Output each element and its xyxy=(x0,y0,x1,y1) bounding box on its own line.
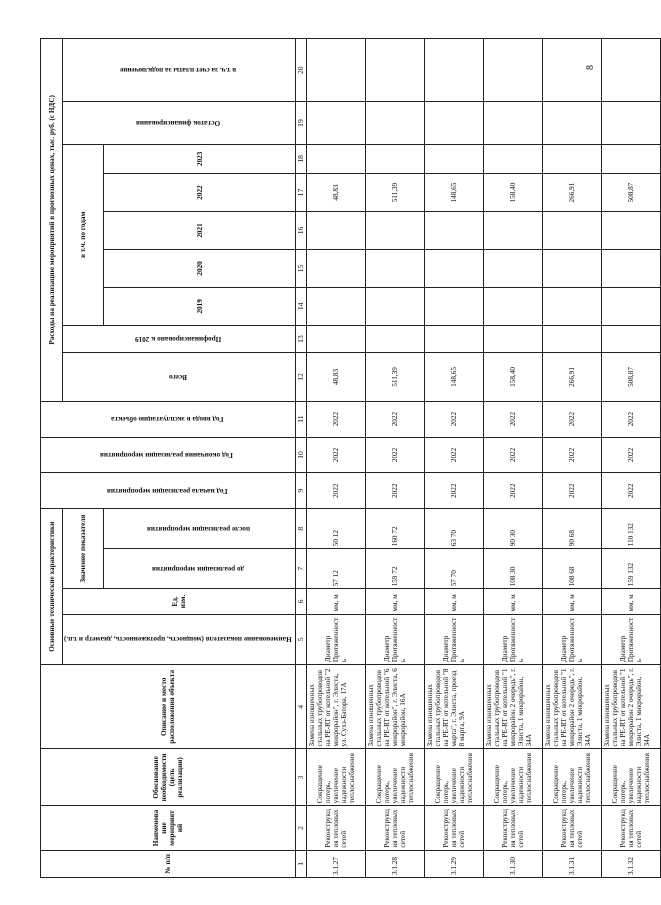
row-before: 57 12 xyxy=(306,549,365,589)
row-before: 108 30 xyxy=(483,549,542,589)
row-financed xyxy=(601,325,660,352)
row-num: 3.1.32 xyxy=(601,850,660,877)
row-justification: Сокращение потерь, увеличение надежности теплоснабжения xyxy=(365,749,424,806)
row-2022: 48,83 xyxy=(306,174,365,212)
row-param: Диаметр Протяженность xyxy=(424,614,483,665)
row-after: 50 12 xyxy=(306,509,365,549)
row-2020 xyxy=(601,249,660,287)
row-2020 xyxy=(542,249,601,287)
col-number: 18 xyxy=(295,144,306,174)
col-number: 11 xyxy=(295,401,306,437)
row-description: Замена изношенных стальных трубопроводов на PE-RT от котельной "2 микрорайон", г. Элиста, ул. Сухэ-Батора, 17А xyxy=(306,665,365,749)
row-remaining xyxy=(365,102,424,144)
row-total: 48,83 xyxy=(306,353,365,401)
header-tech-group: Основные технические характеристики xyxy=(41,509,63,665)
row-start-year: 2022 xyxy=(483,473,542,509)
table-row xyxy=(601,39,660,878)
row-end-year: 2022 xyxy=(601,437,660,473)
row-before: 159 132 xyxy=(601,549,660,589)
row-unit: мм, м xyxy=(601,589,660,614)
col-number: 13 xyxy=(295,325,306,352)
col-number: 1 xyxy=(295,850,306,877)
row-description: Замена изношенных стальных трубопроводов на PE-RT от котельной "1 микрорайон 2 очередь", г. Элиста, 1 микрорайон, 34А xyxy=(601,665,660,749)
header-end-year-cell xyxy=(41,437,296,473)
row-justification: Сокращение потерь, увеличение надежности теплоснабжения xyxy=(306,749,365,806)
row-2023 xyxy=(601,144,660,174)
rotated-page xyxy=(40,38,651,878)
header-param-name-cell xyxy=(63,614,296,665)
row-after: 90 30 xyxy=(483,509,542,549)
row-financed xyxy=(424,325,483,352)
row-name: Реконструкция тепловых сетей xyxy=(365,806,424,850)
header-num: № п/п xyxy=(41,850,296,877)
row-end-year: 2022 xyxy=(424,437,483,473)
row-after: 90 68 xyxy=(542,509,601,549)
row-2022: 148,65 xyxy=(424,174,483,212)
row-2021 xyxy=(424,212,483,250)
row-start-year: 2022 xyxy=(601,473,660,509)
col-number: 6 xyxy=(295,589,306,614)
row-incl-fee xyxy=(424,39,483,102)
table-row xyxy=(306,39,365,878)
row-remaining xyxy=(483,102,542,144)
row-unit: мм, м xyxy=(483,589,542,614)
col-number: 4 xyxy=(295,665,306,749)
row-2022: 511,39 xyxy=(365,174,424,212)
row-2021 xyxy=(483,212,542,250)
col-number: 10 xyxy=(295,437,306,473)
header-after: после реализации мероприятия xyxy=(147,524,251,533)
col-number: 2 xyxy=(295,806,306,850)
row-description: Замена изношенных стальных трубопроводов на PE-RT от котельной "8 марта", г. Элиста, проезд 8 марта, 9А xyxy=(424,665,483,749)
header-year-2019: 2019 xyxy=(104,287,295,325)
row-remaining xyxy=(542,102,601,144)
header-name: Наименование мероприятий xyxy=(41,806,296,850)
row-2022: 158,40 xyxy=(483,174,542,212)
row-unit: мм, м xyxy=(542,589,601,614)
row-2023 xyxy=(365,144,424,174)
header-remaining: Остаток финансирования xyxy=(135,119,220,128)
row-description: Замена изношенных стальных трубопроводов на PE-RT от котельной "6 микрорайон", г. Элиста, 6 микрорайон, 16А xyxy=(365,665,424,749)
row-total: 508,87 xyxy=(601,353,660,401)
row-name: Реконструкция тепловых сетей xyxy=(306,806,365,850)
row-financed xyxy=(542,325,601,352)
row-commission-year: 2022 xyxy=(483,401,542,437)
row-2019 xyxy=(424,287,483,325)
header-incl-fee: в т.ч. за счет платы за подключение xyxy=(119,66,236,75)
row-name: Реконструкция тепловых сетей xyxy=(424,806,483,850)
row-param: Диаметр Протяженность xyxy=(601,614,660,665)
row-before: 159 72 xyxy=(365,549,424,589)
row-name: Реконструкция тепловых сетей xyxy=(601,806,660,850)
col-number: 14 xyxy=(295,287,306,325)
header-before: до реализации мероприятия xyxy=(152,564,245,573)
row-justification: Сокращение потерь, увеличение надежности теплоснабжения xyxy=(483,749,542,806)
header-financed-cell xyxy=(63,325,296,352)
row-2023 xyxy=(306,144,365,174)
col-number: 17 xyxy=(295,174,306,212)
header-value-group: Значение показателя xyxy=(63,509,104,589)
row-total: 148,65 xyxy=(424,353,483,401)
row-2021 xyxy=(601,212,660,250)
row-financed xyxy=(365,325,424,352)
row-incl-fee xyxy=(601,39,660,102)
row-2021 xyxy=(542,212,601,250)
row-total: 266,91 xyxy=(542,353,601,401)
header-after-cell xyxy=(104,509,295,549)
header-end-year: Год окончания реализации мероприятия xyxy=(100,450,234,459)
row-unit: мм, м xyxy=(365,589,424,614)
measures-table xyxy=(40,38,661,878)
header-param-name: Наименование показателя (мощность, протяженность, диаметр и т.п.) xyxy=(64,635,292,644)
header-by-years: в т.ч. по годам xyxy=(63,144,104,325)
row-start-year: 2022 xyxy=(365,473,424,509)
row-end-year: 2022 xyxy=(306,437,365,473)
row-after: 110 132 xyxy=(601,509,660,549)
header-commission-year-cell xyxy=(41,401,296,437)
row-end-year: 2022 xyxy=(542,437,601,473)
row-name: Реконструкция тепловых сетей xyxy=(542,806,601,850)
row-commission-year: 2022 xyxy=(365,401,424,437)
row-param: Диаметр Протяженность xyxy=(306,614,365,665)
col-number: 9 xyxy=(295,473,306,509)
row-end-year: 2022 xyxy=(483,437,542,473)
row-unit: мм, м xyxy=(424,589,483,614)
header-commission-year: Год ввода в эксплуатацию объекта xyxy=(110,415,224,424)
header-start-year-cell xyxy=(41,473,296,509)
row-commission-year: 2022 xyxy=(542,401,601,437)
row-total: 511,39 xyxy=(365,353,424,401)
row-start-year: 2022 xyxy=(424,473,483,509)
row-2023 xyxy=(542,144,601,174)
row-num: 3.1.29 xyxy=(424,850,483,877)
row-2023 xyxy=(424,144,483,174)
table-row xyxy=(483,39,542,878)
row-incl-fee xyxy=(483,39,542,102)
col-number: 5 xyxy=(295,614,306,665)
row-remaining xyxy=(424,102,483,144)
table-row xyxy=(542,39,601,878)
header-costs-group: Расходы на реализацию мероприятий в прогнозных ценах, тыс. руб. (с НДС) xyxy=(41,39,63,402)
col-number: 3 xyxy=(295,749,306,806)
row-2019 xyxy=(306,287,365,325)
row-start-year: 2022 xyxy=(542,473,601,509)
row-2020 xyxy=(365,249,424,287)
header-year-2022: 2022 xyxy=(104,174,295,212)
row-financed xyxy=(483,325,542,352)
header-description: Описание и место расположения объекта xyxy=(41,665,296,749)
table-row xyxy=(424,39,483,878)
row-justification: Сокращение потерь, увеличение надежности теплоснабжения xyxy=(542,749,601,806)
header-financed: Профинансировано к 2019 xyxy=(134,335,221,344)
row-2021 xyxy=(365,212,424,250)
page-number: 8 xyxy=(585,65,596,70)
header-start-year: Год начала реализации мероприятия xyxy=(106,486,228,495)
row-total: 158,40 xyxy=(483,353,542,401)
column-numbers-row xyxy=(295,39,306,878)
row-before: 108 68 xyxy=(542,549,601,589)
row-unit: мм, м xyxy=(306,589,365,614)
row-2020 xyxy=(306,249,365,287)
row-commission-year: 2022 xyxy=(306,401,365,437)
row-2020 xyxy=(424,249,483,287)
header-year-2023: 2023 xyxy=(104,144,295,174)
row-description: Замена изношенных стальных трубопроводов на PE-RT от котельной "1 микрорайон 2 очередь", г. Элиста, 1 микрорайон, 34А xyxy=(542,665,601,749)
col-number: 19 xyxy=(295,102,306,144)
header-remaining-cell xyxy=(63,102,296,144)
col-number: 7 xyxy=(295,549,306,589)
header-total: Всего xyxy=(168,372,187,381)
header-total-cell xyxy=(63,353,296,401)
table-row xyxy=(365,39,424,878)
row-end-year: 2022 xyxy=(365,437,424,473)
row-2020 xyxy=(483,249,542,287)
row-incl-fee xyxy=(542,39,601,102)
row-2019 xyxy=(483,287,542,325)
row-name: Реконструкция тепловых сетей xyxy=(483,806,542,850)
header-before-cell xyxy=(104,549,295,589)
header-year-2020: 2020 xyxy=(104,249,295,287)
header-incl-fee-cell xyxy=(63,39,296,102)
col-number: 8 xyxy=(295,509,306,549)
row-start-year: 2022 xyxy=(306,473,365,509)
col-number: 20 xyxy=(295,39,306,102)
row-after: 160 72 xyxy=(365,509,424,549)
row-2022: 266,91 xyxy=(542,174,601,212)
row-before: 57 70 xyxy=(424,549,483,589)
row-param: Диаметр Протяженность xyxy=(365,614,424,665)
row-incl-fee xyxy=(365,39,424,102)
col-number: 15 xyxy=(295,249,306,287)
row-after: 63 70 xyxy=(424,509,483,549)
row-justification: Сокращение потерь, увеличение надежности теплоснабжения xyxy=(601,749,660,806)
row-num: 3.1.30 xyxy=(483,850,542,877)
row-commission-year: 2022 xyxy=(601,401,660,437)
row-2019 xyxy=(601,287,660,325)
row-param: Диаметр Протяженность xyxy=(483,614,542,665)
row-description: Замена изношенных стальных трубопроводов на PE-RT от котельной "1 микрорайон 2 очередь", г. Элиста, 1 микрорайон, 34А xyxy=(483,665,542,749)
row-justification: Сокращение потерь, увеличение надежности теплоснабжения xyxy=(424,749,483,806)
row-param: Диаметр Протяженность xyxy=(542,614,601,665)
row-incl-fee xyxy=(306,39,365,102)
col-number: 16 xyxy=(295,212,306,250)
row-2021 xyxy=(306,212,365,250)
header-year-2021: 2021 xyxy=(104,212,295,250)
row-num: 3.1.27 xyxy=(306,850,365,877)
row-2023 xyxy=(483,144,542,174)
row-commission-year: 2022 xyxy=(424,401,483,437)
row-num: 3.1.28 xyxy=(365,850,424,877)
col-number: 12 xyxy=(295,353,306,401)
row-remaining xyxy=(306,102,365,144)
row-2022: 508,87 xyxy=(601,174,660,212)
row-financed xyxy=(306,325,365,352)
row-remaining xyxy=(601,102,660,144)
header-justification: Обоснование необходимости (цель реализации) xyxy=(41,749,296,806)
row-2019 xyxy=(365,287,424,325)
row-num: 3.1.31 xyxy=(542,850,601,877)
row-2019 xyxy=(542,287,601,325)
header-unit: Ед. изм. xyxy=(63,589,296,614)
